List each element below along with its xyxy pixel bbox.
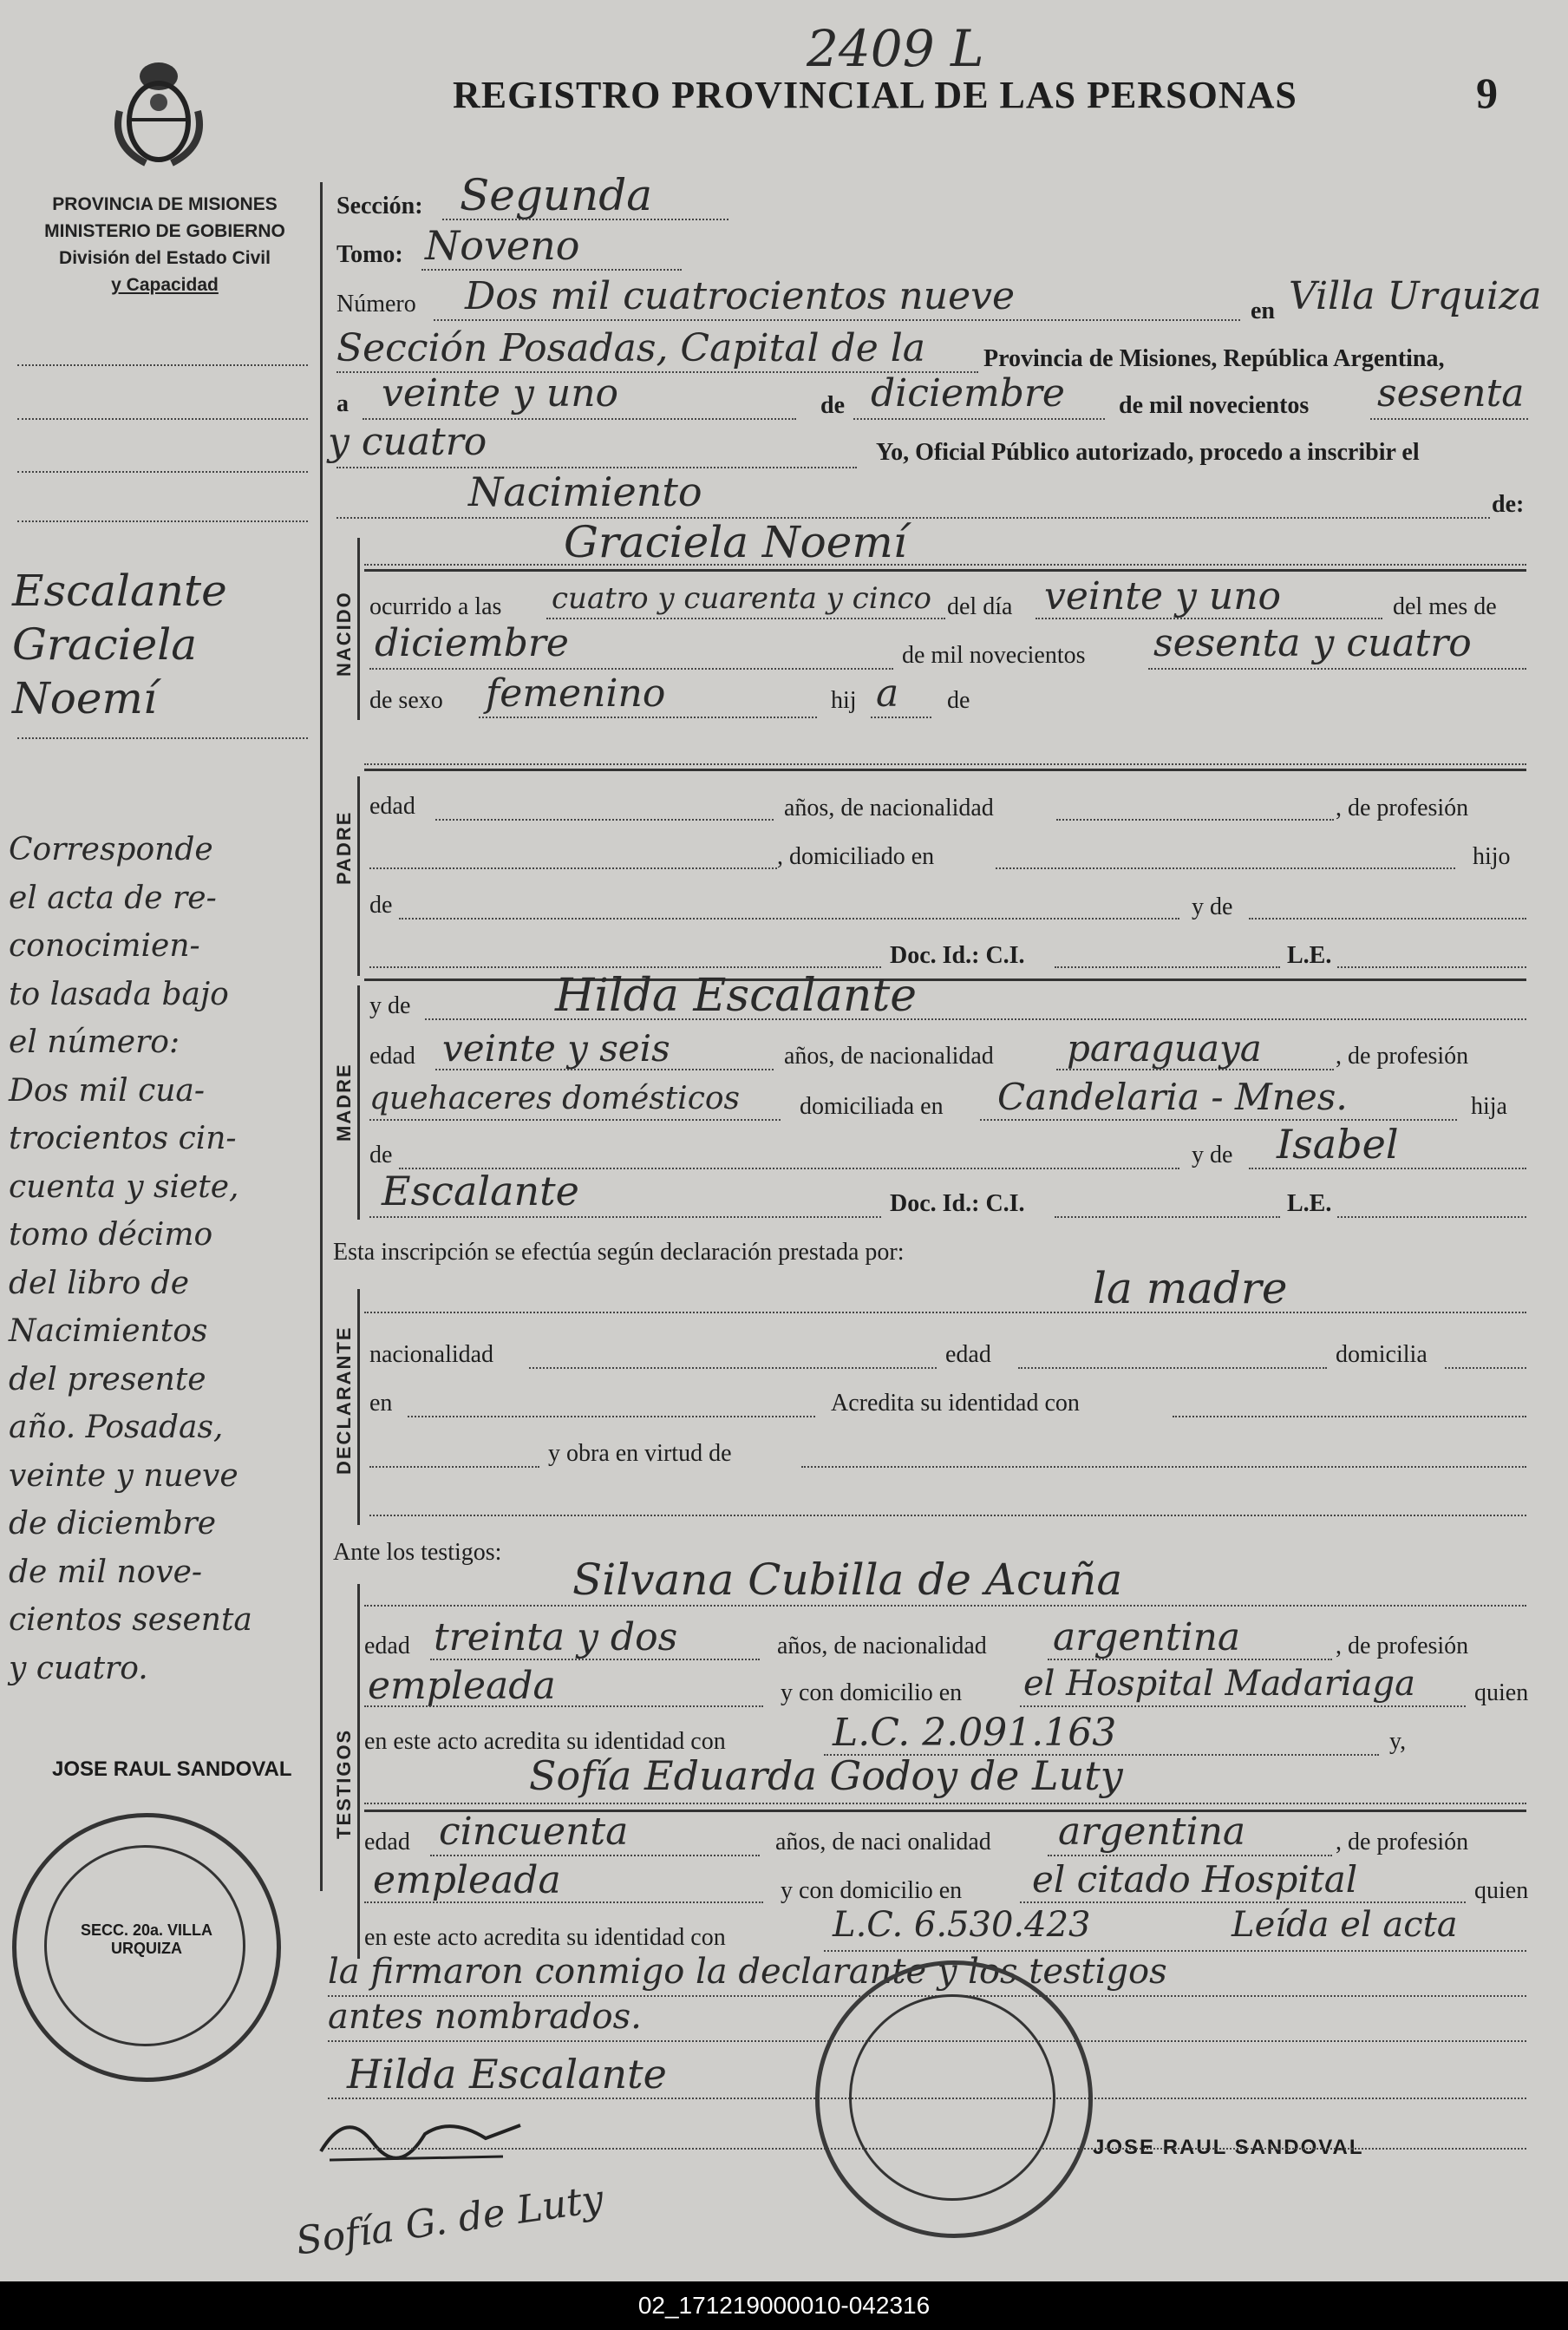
label-prof-t1: , de profesión (1336, 1633, 1469, 1659)
label-provincia: Provincia de Misiones, República Argentina, (983, 345, 1445, 372)
label-del-dia: del día (947, 593, 1013, 620)
image-id-footer: 02_171219000010-042316 (0, 2281, 1568, 2330)
value-anio-2: y cuatro (328, 420, 487, 464)
label-de-padre: de (369, 892, 393, 919)
label-ante: Ante los testigos: (333, 1539, 502, 1566)
value-testigo2: Sofía Eduarda Godoy de Luty (529, 1752, 1123, 1799)
officer-name-left: JOSE RAUL SANDOVAL (52, 1757, 292, 1781)
value-anio: sesenta (1377, 371, 1525, 416)
label-hija-madre: hija (1471, 1093, 1507, 1120)
label-nac-t2: años, de naci onalidad (775, 1829, 991, 1855)
label-edad-declarante: edad (945, 1341, 991, 1368)
value-t1-edad: treinta y dos (434, 1615, 678, 1659)
office-province: PROVINCIA DE MISIONES (52, 194, 278, 214)
label-domicilia: domicilia (1336, 1341, 1428, 1368)
official-seal-stamp-bottom (815, 1960, 1093, 2238)
margin-annotation: Corresponde el acta de re- conocimien- to lasada bajo el número: Dos mil cua- trocientos cin- cuenta y siete, tomo décimo del libro de Nacimientos del presente año. Posadas, veinte y nueve de diciembre de mil nove- cientos sesenta y cuatro. (9, 832, 252, 1686)
label-en-declarante: en (369, 1390, 393, 1417)
section-label-declarante: DECLARANTE (333, 1325, 355, 1475)
label-edad-t1: edad (364, 1633, 410, 1659)
label-nac-madre: años, de nacionalidad (784, 1043, 994, 1070)
value-seccion: Segunda (460, 170, 653, 220)
value-mes-nac: diciembre (375, 621, 569, 665)
page-title: REGISTRO PROVINCIAL DE LAS PERSONAS (453, 74, 1297, 116)
coat-of-arms-icon (111, 50, 206, 172)
label-y-de-madre-2: y de (1192, 1142, 1233, 1168)
label-edad-padre: edad (369, 793, 415, 820)
value-t1-doc: L.C. 2.091.163 (833, 1711, 1117, 1755)
label-edad-t2: edad (364, 1829, 410, 1855)
value-sexo: femenino (486, 671, 666, 716)
section-label-nacido: NACIDO (333, 591, 355, 677)
label-le-padre: L.E. (1287, 942, 1332, 969)
value-t2-prof: empleada (373, 1858, 561, 1902)
label-de: de (820, 392, 845, 419)
label-sexo: de sexo (369, 687, 443, 714)
value-tomo: Noveno (425, 222, 580, 269)
section-label-testigos: TESTIGOS (333, 1728, 355, 1839)
value-mes: diciembre (871, 371, 1065, 416)
value-t2-nac: argentina (1058, 1810, 1246, 1854)
label-de-madre: de (369, 1142, 393, 1168)
label-acto-t1: en este acto acredita su identidad con (364, 1728, 726, 1755)
label-doc-madre: Doc. Id.: C.I. (890, 1190, 1025, 1217)
label-inscripcion: Esta inscripción se efectúa según declaración prestada por: (333, 1239, 905, 1266)
officer-name-right: JOSE RAUL SANDOVAL (1093, 2136, 1364, 2159)
value-acto: Nacimiento (468, 468, 702, 515)
value-dia-nac: veinte y uno (1044, 574, 1282, 618)
value-madre-dom: Candelaria - Mnes. (997, 1076, 1348, 1118)
label-yo: Yo, Oficial Público autorizado, procedo a inscribir el (876, 439, 1420, 466)
section-label-padre: PADRE (333, 810, 355, 885)
label-edad-madre: edad (369, 1043, 415, 1070)
label-y-comma: y, (1389, 1728, 1407, 1755)
label-prof-padre: , de profesión (1336, 795, 1469, 821)
value-lugar: Villa Urquiza (1289, 274, 1542, 318)
label-hijo-padre: hijo (1473, 843, 1511, 870)
value-t1-nac: argentina (1053, 1615, 1241, 1659)
label-quien-t2: quien (1474, 1877, 1529, 1904)
value-t2-dom: el citado Hospital (1032, 1858, 1358, 1901)
value-t2-edad: cincuenta (439, 1810, 629, 1854)
official-seal-stamp (12, 1813, 281, 2082)
label-y-de-madre: y de (369, 992, 411, 1019)
value-lugar-2: Sección Posadas, Capital de la (336, 326, 926, 370)
value-madre-nombre: Hilda Escalante (555, 970, 917, 1022)
office-ministry: MINISTERIO DE GOBIERNO (44, 221, 285, 241)
label-le-madre: L.E. (1287, 1190, 1332, 1217)
label-y-de-padre: y de (1192, 893, 1233, 920)
value-t1-prof: empleada (368, 1664, 556, 1708)
page-number: 9 (1476, 69, 1498, 117)
value-t1-dom: el Hospital Madariaga (1023, 1664, 1415, 1704)
label-dom-t1: y con domicilio en (781, 1679, 963, 1706)
value-anio-nac: sesenta y cuatro (1153, 621, 1472, 665)
value-cierre-1: Leída el acta (1232, 1905, 1458, 1945)
value-madre-padre: Isabel (1277, 1121, 1399, 1168)
signature-scribble (312, 2099, 538, 2169)
value-hora: cuatro y cuarenta y cinco (552, 581, 931, 616)
label-quien-t1: quien (1474, 1679, 1529, 1706)
label-a: a (336, 390, 349, 417)
label-doc-padre: Doc. Id.: C.I. (890, 942, 1025, 969)
label-de-nac: de (947, 687, 970, 714)
value-madre-edad: veinte y seis (442, 1027, 670, 1070)
value-cierre-2: la firmaron conmigo la declarante y los testigos (328, 1952, 1167, 1992)
label-del-mes: del mes de (1393, 593, 1497, 620)
value-cierre-3: antes nombrados. (328, 1997, 642, 2037)
margin-name: Escalante Graciela Noemí (12, 566, 227, 723)
label-prof-t2: , de profesión (1336, 1829, 1469, 1855)
label-de-colon: de: (1492, 491, 1525, 518)
signature-madre: Hilda Escalante (347, 2051, 667, 2098)
label-dom-t2: y con domicilio en (781, 1877, 963, 1904)
label-prof-madre: , de profesión (1336, 1043, 1469, 1070)
value-madre-prof: quehaceres domésticos (369, 1081, 741, 1116)
label-nac-t1: años, de nacionalidad (777, 1633, 987, 1659)
label-ocurrido: ocurrido a las (369, 593, 502, 620)
value-declarante: la madre (1093, 1263, 1288, 1313)
label-nac-declarante: nacionalidad (369, 1341, 494, 1368)
handwritten-record-number: 2409 L (807, 19, 984, 78)
signature-sofia: Sofía G. de Luty (293, 2176, 606, 2264)
label-tomo: Tomo: (336, 241, 403, 268)
label-seccion: Sección: (336, 193, 423, 219)
office-division: División del Estado Civil (59, 248, 271, 268)
section-label-madre: MADRE (333, 1063, 355, 1142)
value-numero: Dos mil cuatrocientos nueve (465, 274, 1016, 318)
value-madre-nac: paraguaya (1067, 1027, 1262, 1070)
value-t2-doc: L.C. 6.530.423 (833, 1905, 1091, 1945)
label-nac-padre: años, de nacionalidad (784, 795, 994, 821)
value-nombre: Graciela Noemí (564, 517, 907, 567)
stamp-center-text: SECC. 20a. VILLA URQUIZA (80, 1921, 213, 1957)
value-dia: veinte y uno (382, 371, 619, 416)
label-en: en (1251, 298, 1275, 324)
label-acredita: Acredita su identidad con (831, 1390, 1080, 1417)
label-de-mil: de mil novecientos (1119, 392, 1310, 419)
label-de-mil-nac: de mil novecientos (902, 642, 1086, 669)
label-dom-madre: domiciliada en (800, 1093, 944, 1120)
office-capacity: y Capacidad (111, 275, 219, 295)
office-block (9, 191, 321, 298)
label-obra: y obra en virtud de (548, 1440, 732, 1467)
value-hij-suffix: a (876, 671, 899, 716)
label-acto-t2: en este acto acredita su identidad con (364, 1924, 726, 1951)
label-hij: hij (831, 687, 857, 714)
value-testigo1: Silvana Cubilla de Acuña (572, 1554, 1123, 1605)
value-madre-apellido: Escalante (382, 1168, 579, 1214)
label-numero: Número (336, 291, 416, 317)
label-dom-padre: , domiciliado en (777, 843, 935, 870)
